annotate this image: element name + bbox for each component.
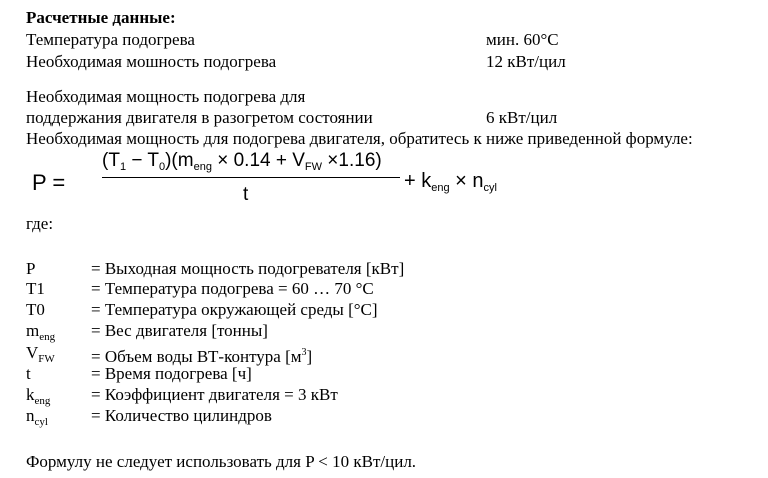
formula (30, 148, 497, 214)
def-sym: P (26, 259, 36, 278)
num-open: (T (102, 150, 120, 171)
def-desc: = Количество цилиндров (91, 406, 272, 425)
formula-denominator: t (243, 184, 249, 205)
def-sym: T1 (26, 279, 45, 298)
para2-value: 6 кВт/цил (486, 108, 558, 127)
def-sym: $k_{eng}$ (26, 385, 51, 407)
formula-intro: Необходимая мощность для подогрева двигателя, обратитесь к ниже приведенной формуле: (26, 129, 693, 148)
num-end: ×1.16) (322, 150, 382, 171)
num-t1-sub: 1 (119, 161, 127, 173)
def-sym: T0 (26, 300, 45, 319)
def-sym: t (26, 364, 31, 383)
fraction-bar (102, 177, 400, 178)
num-v-sub: FW (304, 161, 323, 173)
def-desc: = Температура подогрева = 60 … 70 °C (91, 279, 374, 298)
num-mid: )(m (165, 150, 194, 171)
tail-n: × n (449, 170, 484, 192)
formula-tail (404, 170, 497, 194)
row-label-temperature: Температура подогрева (26, 30, 195, 49)
def-desc: = Вес двигателя [тонны] (91, 321, 268, 340)
formula-lhs: P = (32, 170, 66, 195)
tail-k-sub: eng (431, 182, 450, 194)
def-desc: = Выходная мощность подогревателя [кВт] (91, 259, 405, 278)
def-sym: $n_{cyl}$ (26, 406, 48, 428)
num-m-sub: eng (193, 161, 212, 173)
def-desc: = Объем воды ВТ-контура $[м^3]$ (91, 347, 313, 366)
para2-line2: поддержания двигателя в разогретом состоянии (26, 108, 373, 127)
tail-n-sub: cyl (483, 182, 497, 194)
tail-k: + k (404, 170, 432, 192)
num-t0-sub: 0 (158, 161, 166, 173)
footer-note: Формулу не следует использовать для P < 10 кВт/цил. (26, 452, 417, 471)
where-label: где: (26, 214, 54, 233)
section-heading: Расчетные данные: (26, 8, 176, 27)
num-minus: − T (126, 150, 159, 171)
para2-line1: Необходимая мощность подогрева для (26, 87, 306, 106)
formula-numerator (102, 150, 382, 173)
num-times: × 0.14 + V (211, 150, 305, 171)
def-desc: = Коэффициент двигателя = 3 кВт (91, 385, 338, 404)
def-sym: $V_{FW}$ (26, 343, 55, 365)
row-value-power: 12 кВт/цил (486, 52, 566, 71)
def-desc: = Время подогрева [ч] (91, 364, 252, 383)
row-label-power: Необходимая мошность подогрева (26, 52, 277, 71)
def-sym: $m_{eng}$ (26, 321, 56, 343)
row-value-temperature: мин. 60°C (486, 30, 559, 49)
def-desc: = Температура окружающей среды [°C] (91, 300, 378, 319)
